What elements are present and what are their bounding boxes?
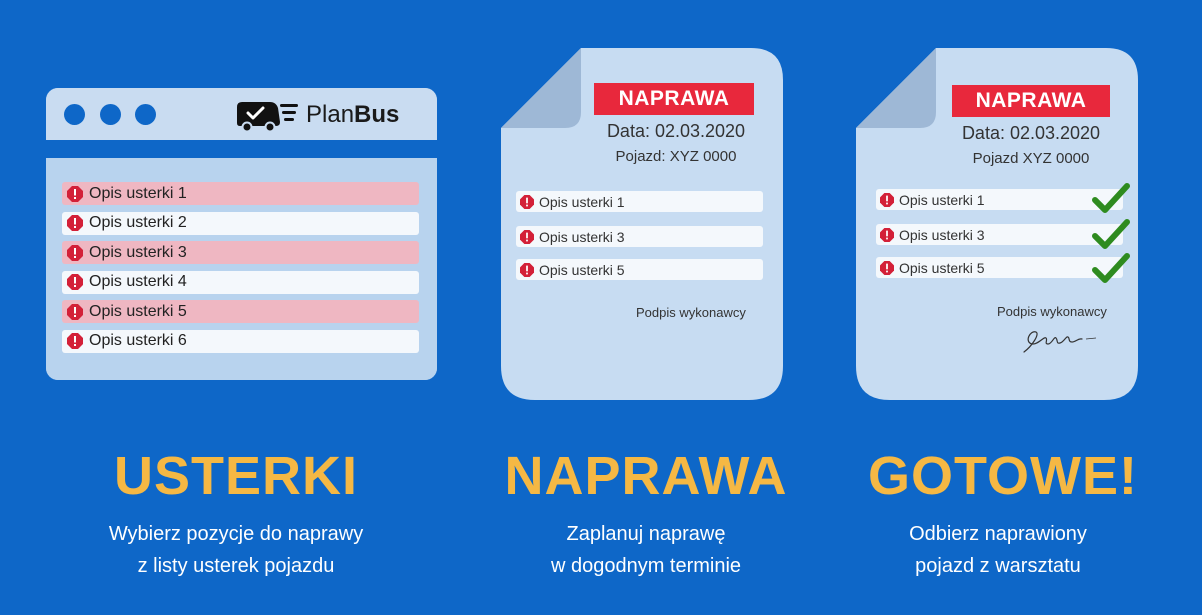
delivery-van-icon — [236, 98, 300, 132]
warning-octagon-icon — [880, 261, 894, 275]
check-icon — [1092, 252, 1130, 286]
completed-document — [856, 48, 1138, 400]
warning-octagon-icon — [520, 230, 534, 244]
signature-label: Podpis wykonawcy — [636, 305, 746, 320]
defect-item[interactable] — [62, 212, 419, 235]
defect-label: Opis usterki 5 — [89, 302, 187, 320]
defect-label: Opis usterki 2 — [89, 214, 187, 232]
check-icon — [1092, 182, 1130, 216]
repair-badge: NAPRAWA — [594, 83, 754, 115]
defect-list — [62, 182, 419, 360]
defect-label: Opis usterki 4 — [89, 273, 187, 291]
defect-label: Opis usterki 6 — [89, 332, 187, 350]
planbus-window — [46, 88, 437, 380]
warning-octagon-icon — [67, 274, 83, 290]
document-vehicle: Pojazd: XYZ 0000 — [615, 148, 737, 165]
window-titlebar — [46, 88, 437, 140]
step-heading: GOTOWE! — [868, 446, 1138, 506]
warning-octagon-icon — [67, 333, 83, 349]
warning-octagon-icon — [880, 228, 894, 242]
repair-item — [516, 259, 763, 280]
defect-label: Opis usterki 3 — [89, 243, 187, 261]
caption-line: Odbierz naprawiony — [909, 523, 1087, 545]
window-dot-icon — [135, 104, 156, 125]
document-vehicle: Pojazd XYZ 0000 — [972, 150, 1090, 167]
defect-item[interactable] — [62, 271, 419, 294]
warning-octagon-icon — [67, 186, 83, 202]
repair-item-label: Opis usterki 3 — [899, 226, 985, 243]
repair-item — [876, 189, 1123, 210]
window-dot-icon — [64, 104, 85, 125]
repair-item — [876, 224, 1123, 245]
document-date: Data: 02.03.2020 — [961, 123, 1101, 143]
repair-order-document — [501, 48, 783, 400]
step-caption — [818, 518, 1178, 582]
step-heading: USTERKI — [113, 446, 358, 506]
warning-octagon-icon — [67, 215, 83, 231]
defect-item[interactable] — [62, 300, 419, 323]
repair-item-label: Opis usterki 1 — [539, 193, 625, 210]
planbus-logo — [236, 98, 399, 132]
defect-label: Opis usterki 1 — [89, 184, 187, 202]
step-caption — [56, 518, 416, 582]
repair-item-label: Opis usterki 5 — [539, 261, 625, 278]
warning-octagon-icon — [67, 304, 83, 320]
repair-item-label: Opis usterki 3 — [539, 228, 625, 245]
caption-line: w dogodnym terminie — [550, 555, 742, 577]
caption-line: z listy usterek pojazdu — [137, 555, 335, 577]
warning-octagon-icon — [880, 193, 894, 207]
caption-line: Zaplanuj naprawę — [566, 523, 726, 545]
document-date: Data: 02.03.2020 — [606, 121, 746, 141]
signature-scribble-icon — [1018, 324, 1104, 356]
repair-badge: NAPRAWA — [952, 85, 1110, 117]
caption-line: pojazd z warsztatu — [915, 555, 1081, 577]
brand-name: PlanBus — [306, 101, 400, 128]
repair-item — [876, 257, 1123, 278]
caption-line: Wybierz pozycje do naprawy — [108, 523, 364, 545]
check-icon — [1092, 218, 1130, 252]
window-dot-icon — [100, 104, 121, 125]
step-caption — [466, 518, 826, 582]
repair-item-label: Opis usterki 5 — [899, 259, 985, 276]
defect-item[interactable] — [62, 241, 419, 264]
warning-octagon-icon — [520, 195, 534, 209]
window-divider — [46, 140, 437, 158]
repair-item — [516, 191, 763, 212]
defect-item[interactable] — [62, 330, 419, 353]
repair-item-label: Opis usterki 1 — [899, 191, 985, 208]
signature-label: Podpis wykonawcy — [997, 304, 1107, 319]
defect-item[interactable] — [62, 182, 419, 205]
repair-item — [516, 226, 763, 247]
warning-octagon-icon — [520, 263, 534, 277]
step-heading: NAPRAWA — [504, 446, 788, 506]
warning-octagon-icon — [67, 245, 83, 261]
